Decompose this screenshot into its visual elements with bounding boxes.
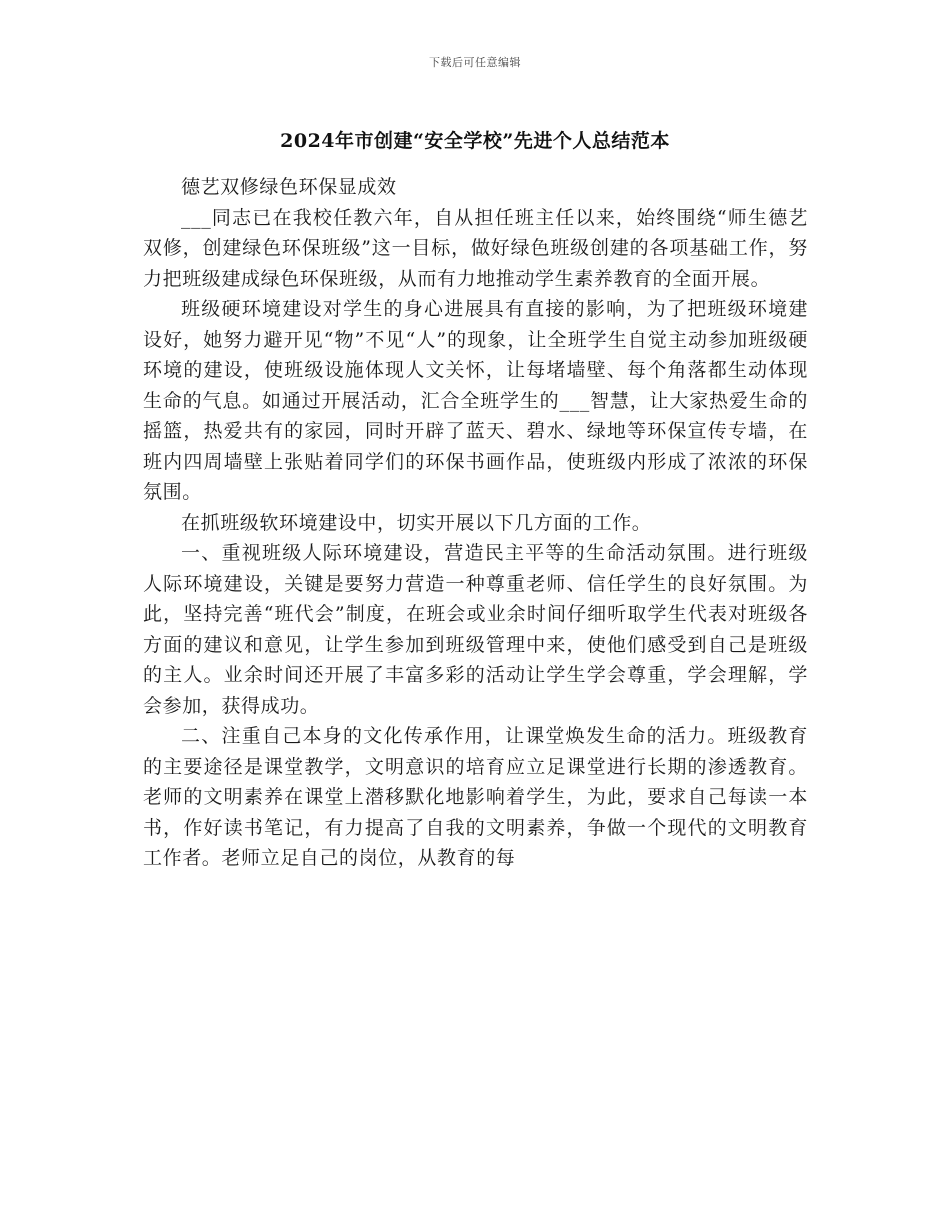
paragraph-point-one: 一、重视班级人际环境建设，营造民主平等的生命活动氛围。进行班级人际环境建设，关键是要努力营造一种尊重老师、信任学生的良好氛围。为此，坚持完善“班代会”制度，在班会或业余时间仔细听取学生代表对班级各方面的建议和意见，让学生参加到班级管理中来，使他们感受到自己是班级的主人。业余时间还开展了丰富多彩的活动让学生学会尊重，学会理解，学会参加，获得成功。 bbox=[143, 542, 808, 717]
document-body bbox=[143, 172, 808, 874]
paragraph-point-two: 二、注重自己本身的文化传承作用，让课堂焕发生命的活力。班级教育的主要途径是课堂教学，文明意识的培育应立足课堂进行长期的渗透教育。老师的文明素养在课堂上潜移默化地影响着学生，为此，要求自己每读一本书，作好读书笔记，有力提高了自我的文明素养，争做一个现代的文明教育工作者。老师立足自己的岗位，从教育的每 bbox=[143, 725, 808, 869]
paragraph-hard-environment: 班级硬环境建设对学生的身心进展具有直接的影响，为了把班级环境建设好，她努力避开见“物”不见“人”的现象，让全班学生自觉主动参加班级硬环境的建设，使班级设施体现人文关怀，让每堵墙壁、每个角落都生动体现生命的气息。如通过开展活动，汇合全班学生的___智慧，让大家热爱生命的摇篮，热爱共有的家园，同时开辟了蓝天、碧水、绿地等环保宣传专墙，在班内四周墙壁上张贴着同学们的环保书画作品，使班级内形成了浓浓的环保氛围。 bbox=[143, 298, 808, 503]
paragraph-soft-environment: 在抓班级软环境建设中，切实开展以下几方面的工作。 bbox=[181, 511, 652, 534]
document-title: 2024年市创建“安全学校”先进个人总结范本 bbox=[280, 130, 670, 152]
paragraph-intro: ___同志已在我校任教六年，自从担任班主任以来，始终围绕“师生德艺双修，创建绿色环保班级”这一目标，做好绿色班级创建的各项基础工作，努力把班级建成绿色环保班级，从而有力地推动学生素养教育的全面开展。 bbox=[143, 206, 808, 290]
page-header-note: 下载后可任意编辑 bbox=[429, 56, 521, 69]
paragraph-subtitle: 德艺双修绿色环保显成效 bbox=[181, 176, 397, 198]
